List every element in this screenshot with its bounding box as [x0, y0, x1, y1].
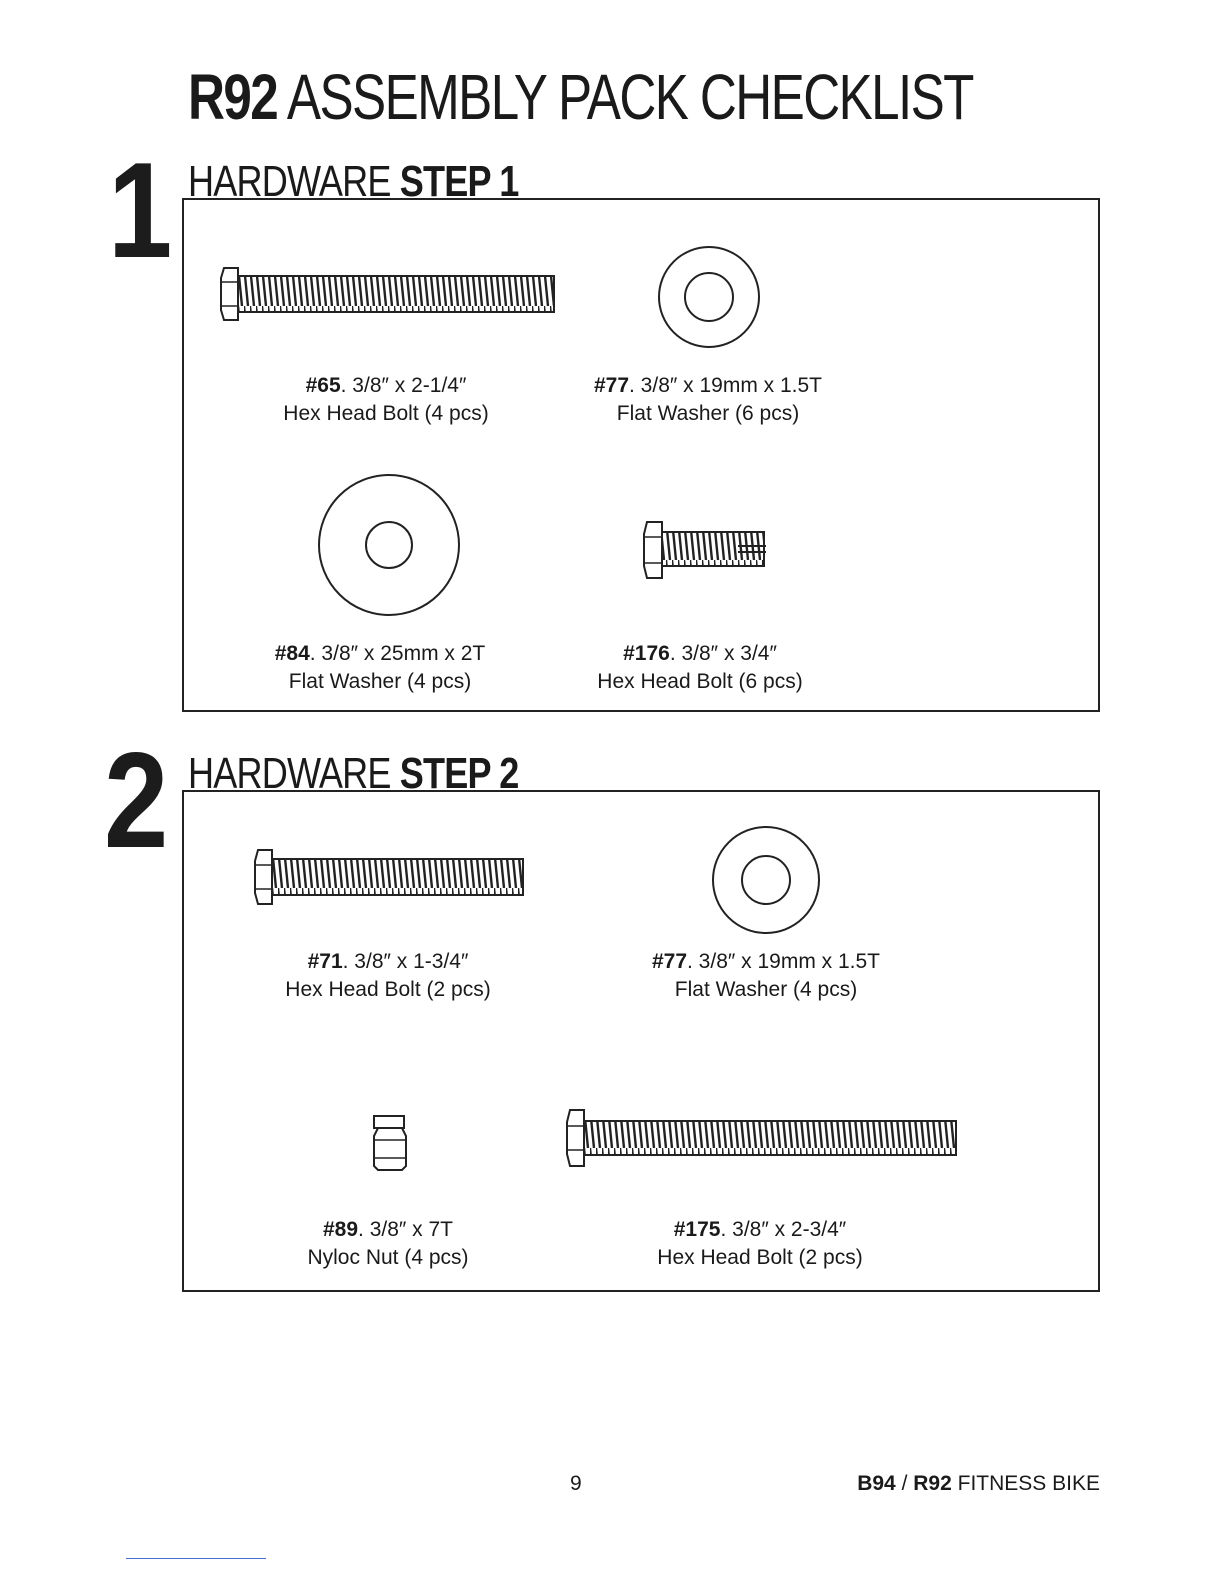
part-89-number: #89	[322, 1218, 359, 1241]
step-2-heading-light: HARDWARE	[188, 749, 391, 798]
step-1-heading-light: HARDWARE	[188, 157, 391, 206]
footer-model-a: B94	[857, 1472, 896, 1495]
part-71-desc: Hex Head Bolt (2 pcs)	[285, 978, 491, 1001]
hex-bolt-short-icon	[642, 520, 768, 580]
part-176-number: #176	[623, 642, 670, 665]
part-84-number: #84	[274, 642, 310, 665]
part-175-spec: . 3/8″ x 2-3/4″	[720, 1218, 847, 1241]
part-84-desc: Flat Washer (4 pcs)	[288, 670, 472, 693]
step-1-heading-bold: STEP 1	[399, 157, 519, 206]
part-89-desc: Nyloc Nut (4 pcs)	[307, 1246, 469, 1269]
part-77-spec: . 3/8″ x 19mm x 1.5T	[629, 374, 823, 397]
part-77b-caption	[626, 948, 906, 1004]
part-77b-spec-line	[626, 948, 906, 976]
part-65-desc: Hex Head Bolt (4 pcs)	[283, 402, 489, 425]
hex-bolt-extra-long-icon	[566, 1108, 960, 1168]
part-77b-number: #77	[651, 950, 688, 973]
part-77-desc: Flat Washer (6 pcs)	[616, 402, 800, 425]
part-89-caption	[248, 1216, 528, 1272]
part-176-spec: . 3/8″ x 3/4″	[669, 642, 777, 665]
part-176-spec-line	[560, 640, 840, 668]
flat-washer-icon	[710, 824, 822, 936]
hex-bolt-medium-icon	[254, 848, 526, 906]
step-1-number: 1	[108, 134, 173, 286]
step-1-hardware-box	[182, 198, 1100, 712]
part-175-spec-line	[620, 1216, 900, 1244]
part-65-spec: . 3/8″ x 2-1/4″	[340, 374, 467, 397]
part-175-caption	[620, 1216, 900, 1272]
page-number: 9	[570, 1472, 582, 1495]
flat-washer-icon	[656, 244, 762, 350]
part-71-spec: . 3/8″ x 1-3/4″	[342, 950, 469, 973]
part-71-number: #71	[307, 950, 343, 973]
part-77-caption	[568, 372, 848, 428]
part-176-caption	[560, 640, 840, 696]
part-84-caption	[240, 640, 520, 696]
part-175-number: #175	[673, 1218, 721, 1241]
part-65-number: #65	[305, 374, 341, 397]
nyloc-nut-icon	[372, 1114, 408, 1172]
step-2-heading-bold: STEP 2	[399, 749, 519, 798]
footer-separator: /	[901, 1472, 908, 1495]
step-2-hardware-box	[182, 790, 1100, 1292]
hex-bolt-long-icon	[220, 266, 556, 322]
part-77b-spec: . 3/8″ x 19mm x 1.5T	[687, 950, 881, 973]
flat-washer-large-icon	[316, 472, 462, 618]
part-65-caption	[246, 372, 526, 428]
part-84-spec: . 3/8″ x 25mm x 2T	[309, 642, 486, 665]
part-77-spec-line	[568, 372, 848, 400]
footer-model-b: R92	[913, 1472, 952, 1495]
part-89-spec-line	[248, 1216, 528, 1244]
step-2-number: 2	[104, 724, 169, 876]
title-model: R92	[188, 61, 278, 133]
title-text: ASSEMBLY PACK CHECKLIST	[286, 61, 973, 133]
part-89-spec: . 3/8″ x 7T	[358, 1218, 454, 1241]
footer-underline	[126, 1558, 266, 1559]
footer-product-label	[857, 1472, 1100, 1496]
part-71-caption	[248, 948, 528, 1004]
page-title	[188, 62, 973, 132]
part-77b-desc: Flat Washer (4 pcs)	[674, 978, 858, 1001]
part-176-desc: Hex Head Bolt (6 pcs)	[597, 670, 803, 693]
part-71-spec-line	[248, 948, 528, 976]
footer-product-name: FITNESS BIKE	[957, 1472, 1100, 1495]
part-65-spec-line	[246, 372, 526, 400]
part-175-desc: Hex Head Bolt (2 pcs)	[657, 1246, 863, 1269]
part-77-number: #77	[593, 374, 630, 397]
part-84-spec-line	[240, 640, 520, 668]
